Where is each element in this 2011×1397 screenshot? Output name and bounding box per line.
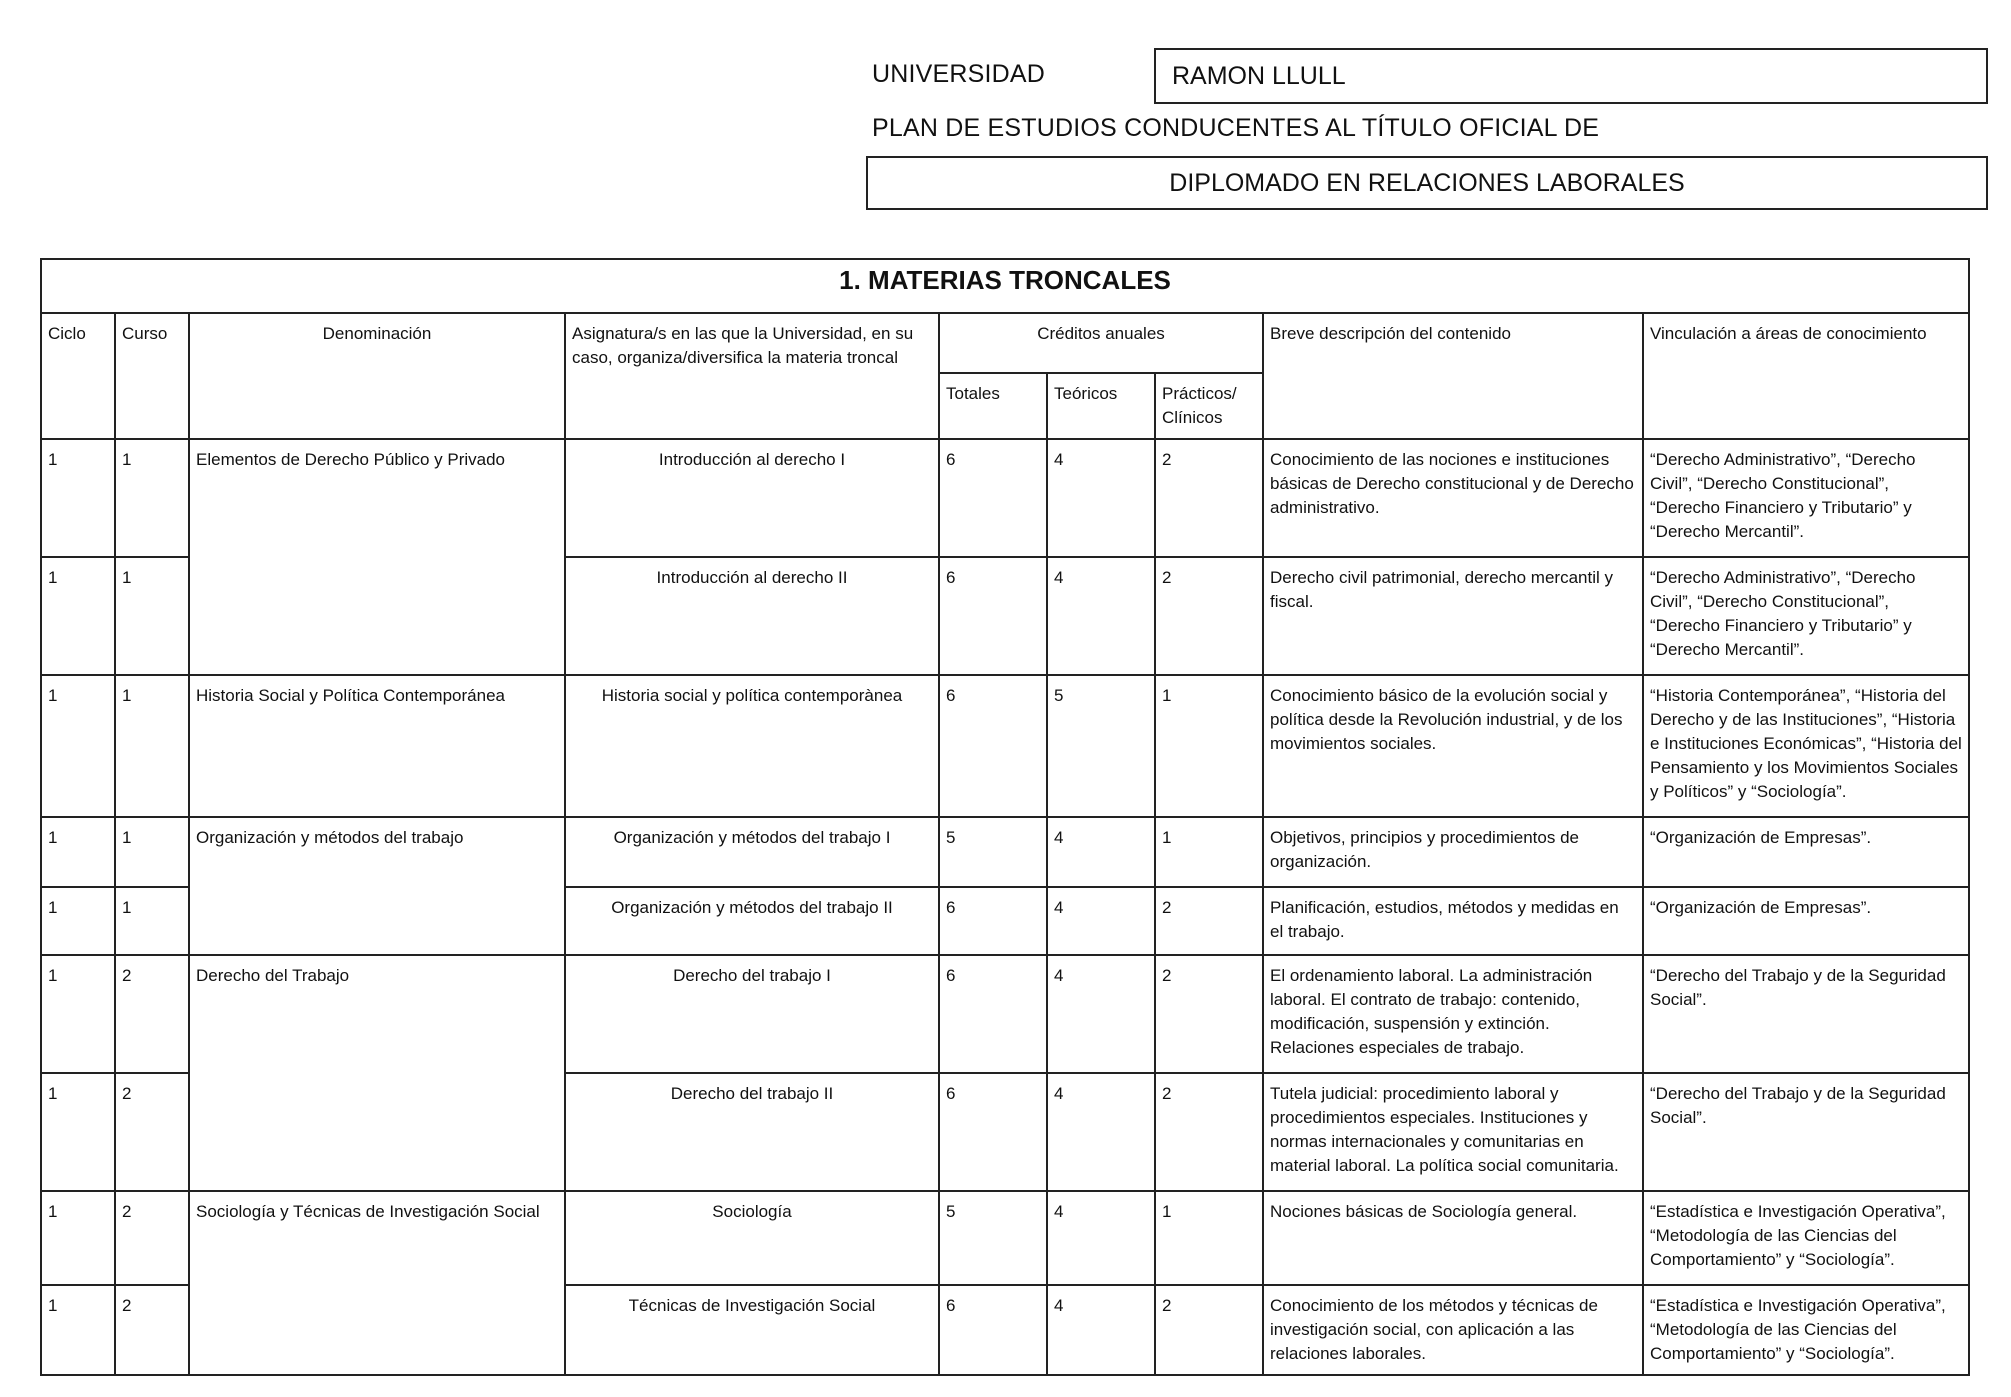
cell-teoricos: 4	[1047, 817, 1155, 887]
col-creditos-anuales: Créditos anuales	[939, 313, 1263, 373]
cell-vinculacion: “Estadística e Investigación Operativa”, “Metodología de las Ciencias del Comportamiento” y “Sociología”.	[1643, 1285, 1969, 1375]
cell-practicos: 1	[1155, 1191, 1263, 1285]
cell-practicos: 2	[1155, 557, 1263, 675]
university-label: UNIVERSIDAD	[872, 60, 1046, 88]
cell-curso: 2	[115, 1073, 189, 1191]
cell-teoricos: 4	[1047, 1191, 1155, 1285]
degree-title: DIPLOMADO EN RELACIONES LABORALES	[1169, 168, 1685, 197]
cell-asignatura: Sociología	[565, 1191, 939, 1285]
cell-curso: 1	[115, 675, 189, 817]
cell-asignatura: Derecho del trabajo II	[565, 1073, 939, 1191]
cell-totales: 6	[939, 887, 1047, 955]
cell-curso: 1	[115, 557, 189, 675]
plan-label: PLAN DE ESTUDIOS CONDUCENTES AL TÍTULO OFICIAL DE	[872, 114, 1600, 142]
col-totales: Totales	[939, 373, 1047, 439]
cell-descripcion: Tutela judicial: procedimiento laboral y procedimientos especiales. Instituciones y normas internacionales y comunitarias en material laboral. La política social comunitaria.	[1263, 1073, 1643, 1191]
cell-practicos: 2	[1155, 1073, 1263, 1191]
materias-troncales-table	[40, 258, 1970, 1376]
cell-practicos: 1	[1155, 675, 1263, 817]
cell-vinculacion: “Historia Contemporánea”, “Historia del Derecho y de las Instituciones”, “Historia e Instituciones Económicas”, “Historia del Pensamiento y los Movimientos Sociales y Políticos” y “Sociología”.	[1643, 675, 1969, 817]
cell-curso: 2	[115, 955, 189, 1073]
cell-descripcion: Conocimiento básico de la evolución social y política desde la Revolución industrial, y de los movimientos sociales.	[1263, 675, 1643, 817]
cell-totales: 6	[939, 1285, 1047, 1375]
cell-denominacion: Sociología y Técnicas de Investigación Social	[189, 1191, 565, 1375]
cell-asignatura: Organización y métodos del trabajo II	[565, 887, 939, 955]
table-row	[41, 675, 1969, 817]
cell-ciclo: 1	[41, 1191, 115, 1285]
university-name: RAMON LLULL	[1172, 61, 1346, 90]
cell-descripcion: Planificación, estudios, métodos y medidas en el trabajo.	[1263, 887, 1643, 955]
cell-curso: 2	[115, 1285, 189, 1375]
table-row	[41, 439, 1969, 557]
cell-teoricos: 4	[1047, 1285, 1155, 1375]
cell-vinculacion: “Derecho del Trabajo y de la Seguridad Social”.	[1643, 1073, 1969, 1191]
cell-descripcion: Conocimiento de las nociones e instituciones básicas de Derecho constitucional y de Derecho administrativo.	[1263, 439, 1643, 557]
cell-descripcion: Objetivos, principios y procedimientos de organización.	[1263, 817, 1643, 887]
cell-practicos: 2	[1155, 1285, 1263, 1375]
cell-ciclo: 1	[41, 675, 115, 817]
col-descripcion: Breve descripción del contenido	[1263, 313, 1643, 439]
cell-teoricos: 4	[1047, 557, 1155, 675]
cell-vinculacion: “Organización de Empresas”.	[1643, 887, 1969, 955]
cell-ciclo: 1	[41, 817, 115, 887]
cell-asignatura: Introducción al derecho II	[565, 557, 939, 675]
cell-vinculacion: “Organización de Empresas”.	[1643, 817, 1969, 887]
cell-ciclo: 1	[41, 1073, 115, 1191]
degree-title-box	[866, 156, 1988, 210]
cell-teoricos: 4	[1047, 1073, 1155, 1191]
cell-totales: 5	[939, 1191, 1047, 1285]
col-denominacion: Denominación	[189, 313, 565, 439]
cell-totales: 5	[939, 817, 1047, 887]
cell-vinculacion: “Derecho Administrativo”, “Derecho Civil”, “Derecho Constitucional”, “Derecho Financiero y Tributario” y “Derecho Mercantil”.	[1643, 439, 1969, 557]
cell-denominacion: Derecho del Trabajo	[189, 955, 565, 1191]
cell-teoricos: 4	[1047, 439, 1155, 557]
col-teoricos: Teóricos	[1047, 373, 1155, 439]
col-practicos: Prácticos/ Clínicos	[1155, 373, 1263, 439]
cell-teoricos: 4	[1047, 887, 1155, 955]
cell-asignatura: Derecho del trabajo I	[565, 955, 939, 1073]
cell-totales: 6	[939, 955, 1047, 1073]
cell-ciclo: 1	[41, 887, 115, 955]
cell-curso: 1	[115, 887, 189, 955]
university-name-box	[1154, 48, 1988, 104]
cell-totales: 6	[939, 557, 1047, 675]
cell-curso: 2	[115, 1191, 189, 1285]
cell-ciclo: 1	[41, 557, 115, 675]
cell-asignatura: Técnicas de Investigación Social	[565, 1285, 939, 1375]
cell-practicos: 2	[1155, 887, 1263, 955]
col-curso: Curso	[115, 313, 189, 439]
cell-vinculacion: “Estadística e Investigación Operativa”, “Metodología de las Ciencias del Comportamiento” y “Sociología”.	[1643, 1191, 1969, 1285]
cell-denominacion: Elementos de Derecho Público y Privado	[189, 439, 565, 675]
cell-practicos: 1	[1155, 817, 1263, 887]
cell-teoricos: 5	[1047, 675, 1155, 817]
cell-descripcion: Derecho civil patrimonial, derecho mercantil y fiscal.	[1263, 557, 1643, 675]
col-vinculacion: Vinculación a áreas de conocimiento	[1643, 313, 1969, 439]
table-row	[41, 955, 1969, 1073]
cell-totales: 6	[939, 439, 1047, 557]
cell-ciclo: 1	[41, 439, 115, 557]
cell-asignatura: Organización y métodos del trabajo I	[565, 817, 939, 887]
col-ciclo: Ciclo	[41, 313, 115, 439]
cell-asignatura: Introducción al derecho I	[565, 439, 939, 557]
cell-denominacion: Historia Social y Política Contemporánea	[189, 675, 565, 817]
cell-totales: 6	[939, 675, 1047, 817]
cell-ciclo: 1	[41, 1285, 115, 1375]
table-row	[41, 1191, 1969, 1285]
cell-teoricos: 4	[1047, 955, 1155, 1073]
table-title: 1. MATERIAS TRONCALES	[41, 259, 1969, 313]
cell-descripcion: Nociones básicas de Sociología general.	[1263, 1191, 1643, 1285]
cell-vinculacion: “Derecho Administrativo”, “Derecho Civil”, “Derecho Constitucional”, “Derecho Financiero y Tributario” y “Derecho Mercantil”.	[1643, 557, 1969, 675]
cell-vinculacion: “Derecho del Trabajo y de la Seguridad Social”.	[1643, 955, 1969, 1073]
cell-descripcion: El ordenamiento laboral. La administración laboral. El contrato de trabajo: contenido, modificación, suspensión y extinción. Relaciones especiales de trabajo.	[1263, 955, 1643, 1073]
table-row	[41, 817, 1969, 887]
cell-practicos: 2	[1155, 955, 1263, 1073]
cell-totales: 6	[939, 1073, 1047, 1191]
cell-asignatura: Historia social y política contemporànea	[565, 675, 939, 817]
cell-denominacion: Organización y métodos del trabajo	[189, 817, 565, 955]
cell-ciclo: 1	[41, 955, 115, 1073]
cell-curso: 1	[115, 817, 189, 887]
cell-practicos: 2	[1155, 439, 1263, 557]
col-asignaturas: Asignatura/s en las que la Universidad, en su caso, organiza/diversifica la materia troncal	[565, 313, 939, 439]
cell-curso: 1	[115, 439, 189, 557]
cell-descripcion: Conocimiento de los métodos y técnicas de investigación social, con aplicación a las relaciones laborales.	[1263, 1285, 1643, 1375]
